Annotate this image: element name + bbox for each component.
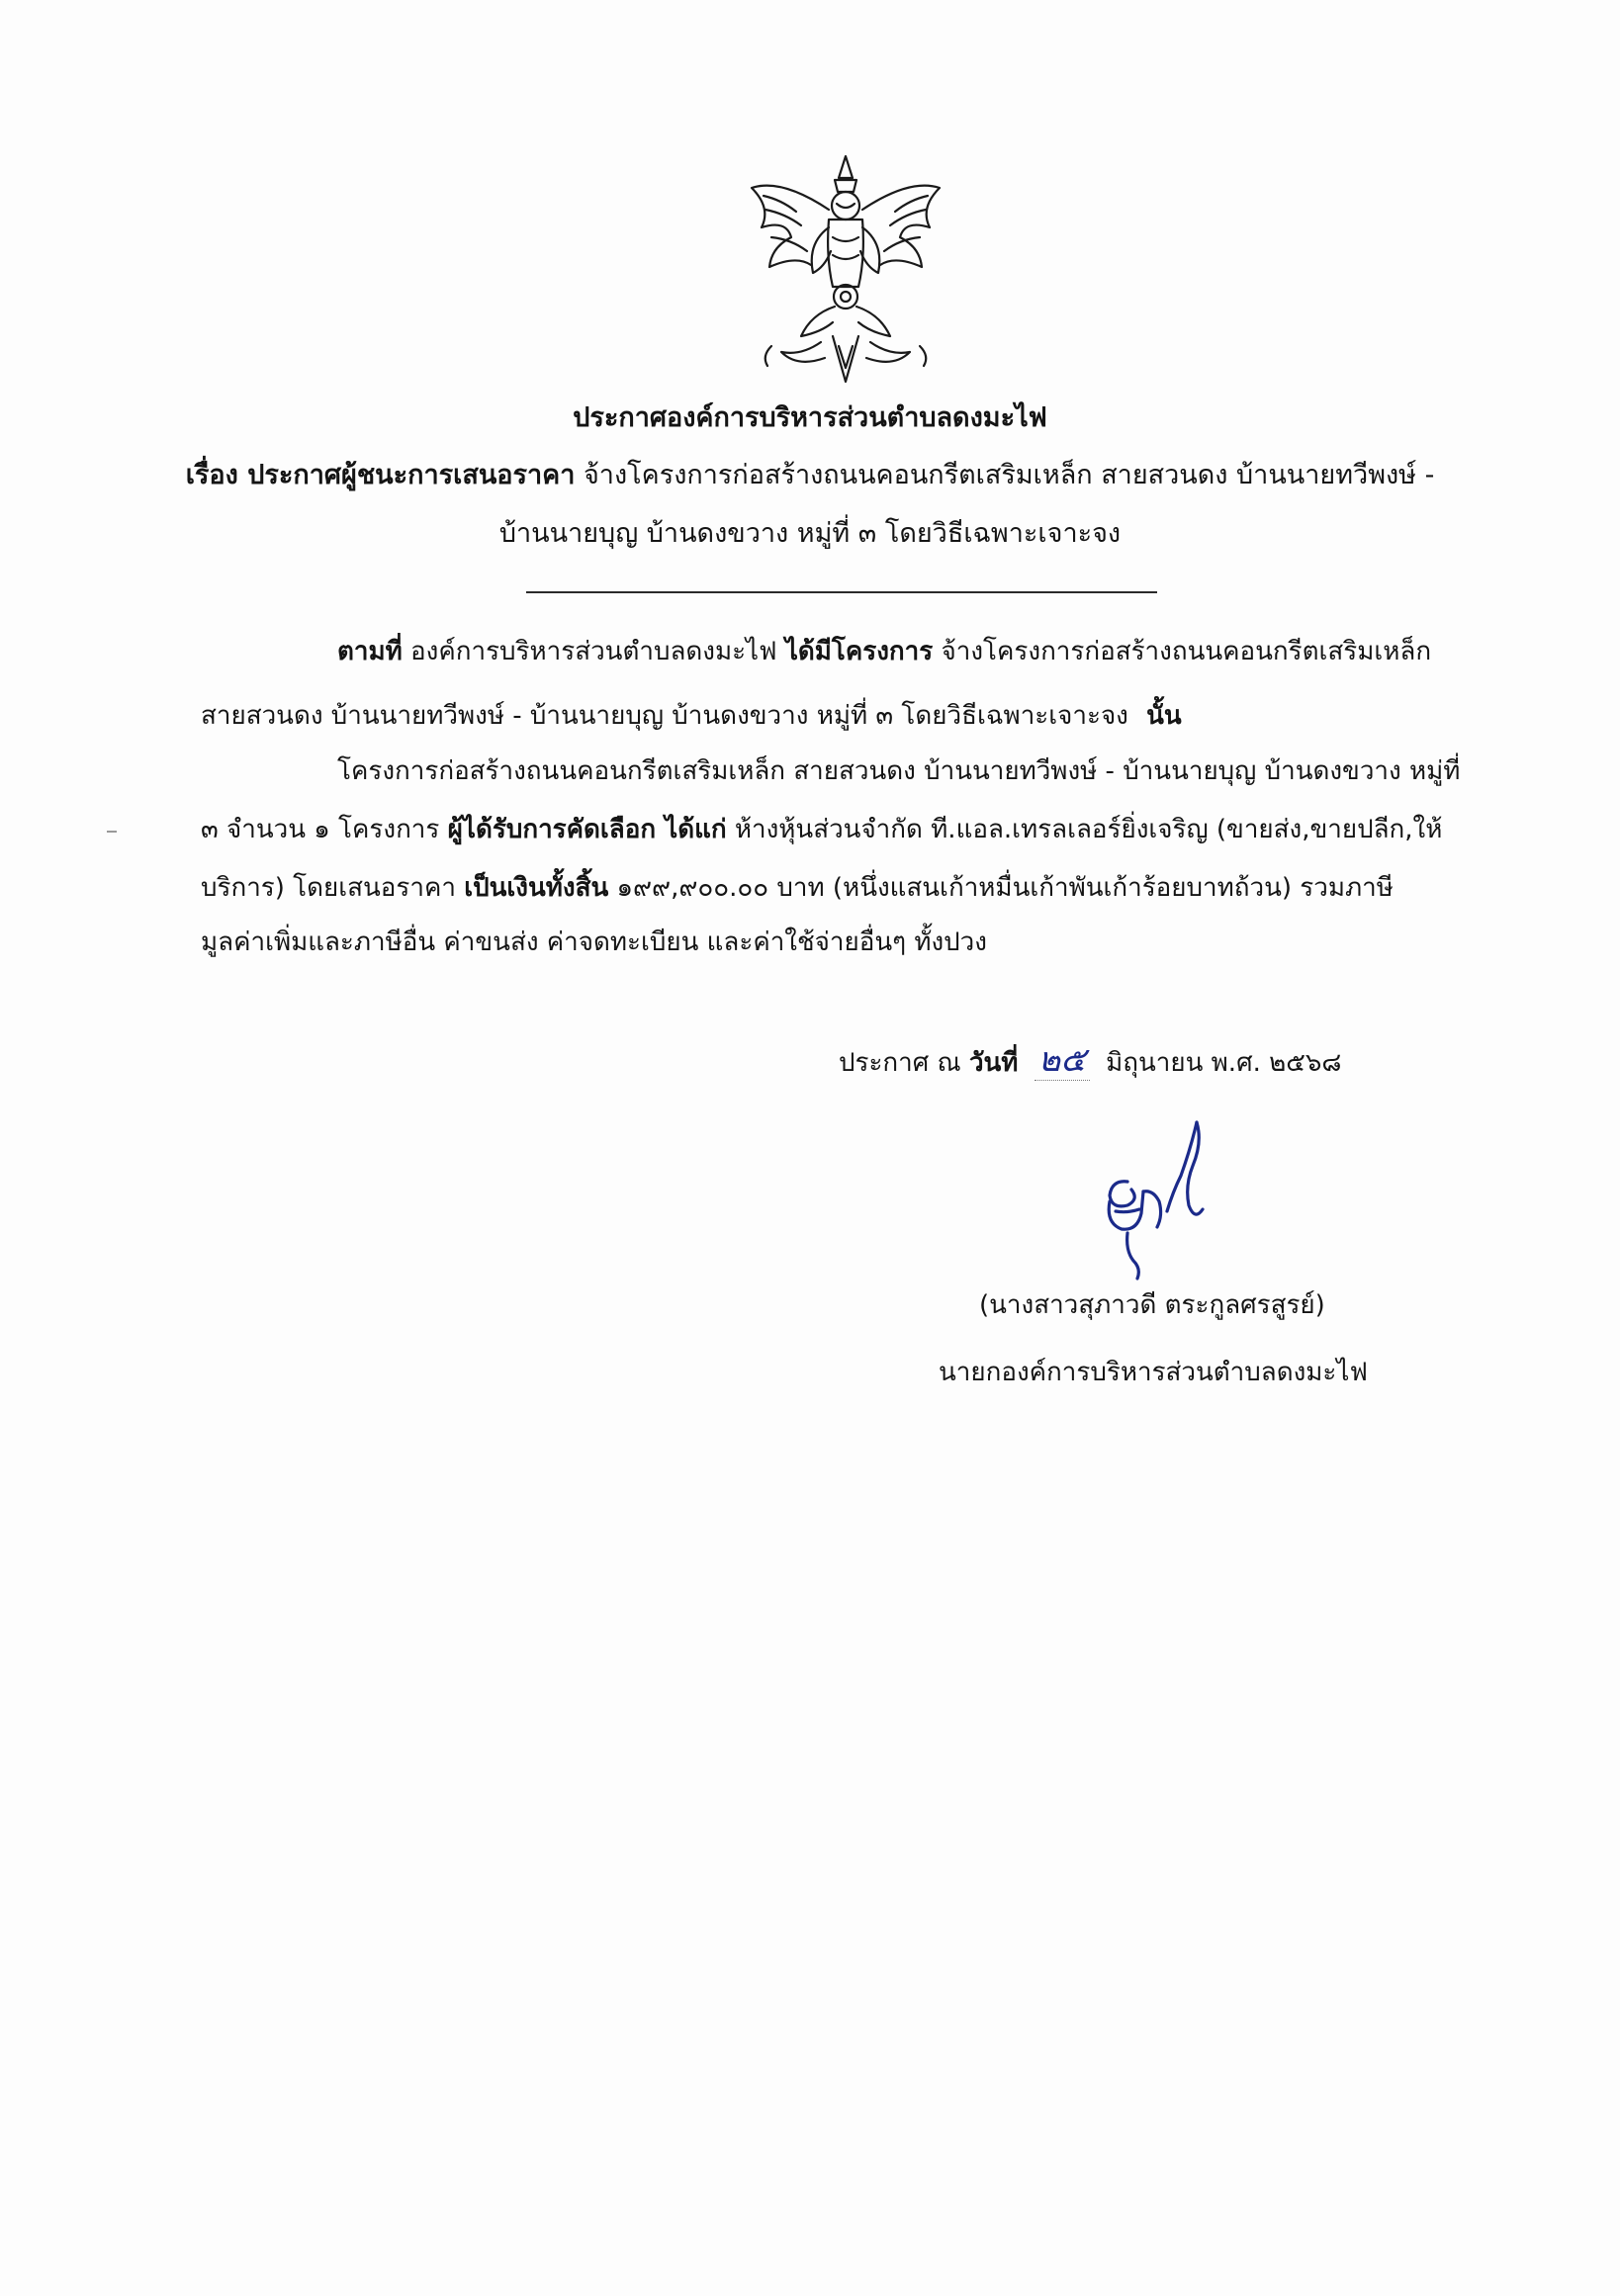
paragraph-2-line-4: มูลค่าเพิ่มและภาษีอื่น ค่าขนส่ง ค่าจดทะเบียน และค่าใช้จ่ายอื่นๆ ทั้งปวง xyxy=(201,927,987,957)
project-name: จ้างโครงการก่อสร้างถนนคอนกรีตเสริมเหล็ก xyxy=(941,637,1432,666)
closing-word: นั้น xyxy=(1146,701,1182,731)
has-project: ได้มีโครงการ xyxy=(784,637,934,666)
garuda-emblem-icon xyxy=(742,148,949,386)
org-name: องค์การบริหารส่วนตำบลดงมะไฟ xyxy=(410,637,777,666)
subject-text-1: จ้างโครงการก่อสร้างถนนคอนกรีตเสริมเหล็ก สายสวนดง บ้านนายทวีพงษ์ - xyxy=(583,460,1435,490)
paragraph-1-line-1 xyxy=(337,634,1431,669)
lead-word: ตามที่ xyxy=(337,637,403,666)
subject-label: เรื่อง ประกาศผู้ชนะการเสนอราคา xyxy=(185,460,576,490)
scan-mark xyxy=(107,831,117,833)
paragraph-2-line-3 xyxy=(201,870,1394,906)
signer-name: (นางสาวสุภาวดี ตระกูลศรสูรย์) xyxy=(979,1290,1325,1320)
announcement-date xyxy=(839,1040,1341,1083)
selected-label: ผู้ได้รับการคัดเลือก ได้แก่ xyxy=(447,815,727,844)
winner-name: ห้างหุ้นส่วนจำกัด ที.แอล.เทรลเลอร์ยิ่งเจริญ (ขายส่ง,ขายปลีก,ให้ xyxy=(734,815,1443,844)
announcement-title: ประกาศองค์การบริหารส่วนตำบลดงมะไฟ xyxy=(573,402,1047,433)
handwritten-signature xyxy=(1088,1103,1226,1290)
handwritten-day: ๒๕ xyxy=(1035,1040,1090,1081)
month-year: มิถุนายน พ.ศ. ๒๕๖๘ xyxy=(1106,1048,1342,1078)
signer-position: นายกองค์การบริหารส่วนตำบลดงมะไฟ xyxy=(939,1358,1368,1387)
paragraph-2-line-2 xyxy=(201,812,1442,847)
paragraph-1-line-2 xyxy=(201,698,1182,734)
project-count: ๓ จำนวน ๑ โครงการ xyxy=(201,815,440,844)
day-label: วันที่ xyxy=(968,1048,1019,1078)
project-location: สายสวนดง บ้านนายทวีพงษ์ - บ้านนายบุญ บ้านดงขวาง หมู่ที่ ๓ โดยวิธีเฉพาะเจาะจง xyxy=(201,701,1128,731)
date-prefix: ประกาศ ณ xyxy=(839,1048,961,1078)
total-label: เป็นเงินทั้งสิ้น xyxy=(464,873,609,903)
subject-line-2: บ้านนายบุญ บ้านดงขวาง หมู่ที่ ๓ โดยวิธีเฉพาะเจาะจง xyxy=(498,518,1122,549)
total-amount: ๑๙๙,๙๐๐.๐๐ บาท (หนึ่งแสนเก้าหมื่นเก้าพันเก้าร้อยบาทถ้วน) รวมภาษี xyxy=(616,873,1394,903)
subject-line-1 xyxy=(0,458,1620,493)
offer-label: บริการ) โดยเสนอราคา xyxy=(201,873,456,903)
separator-line xyxy=(526,591,1157,593)
paragraph-2-line-1: โครงการก่อสร้างถนนคอนกรีตเสริมเหล็ก สายสวนดง บ้านนายทวีพงษ์ - บ้านนายบุญ บ้านดงขวาง หมู่ที่ xyxy=(337,756,1461,786)
